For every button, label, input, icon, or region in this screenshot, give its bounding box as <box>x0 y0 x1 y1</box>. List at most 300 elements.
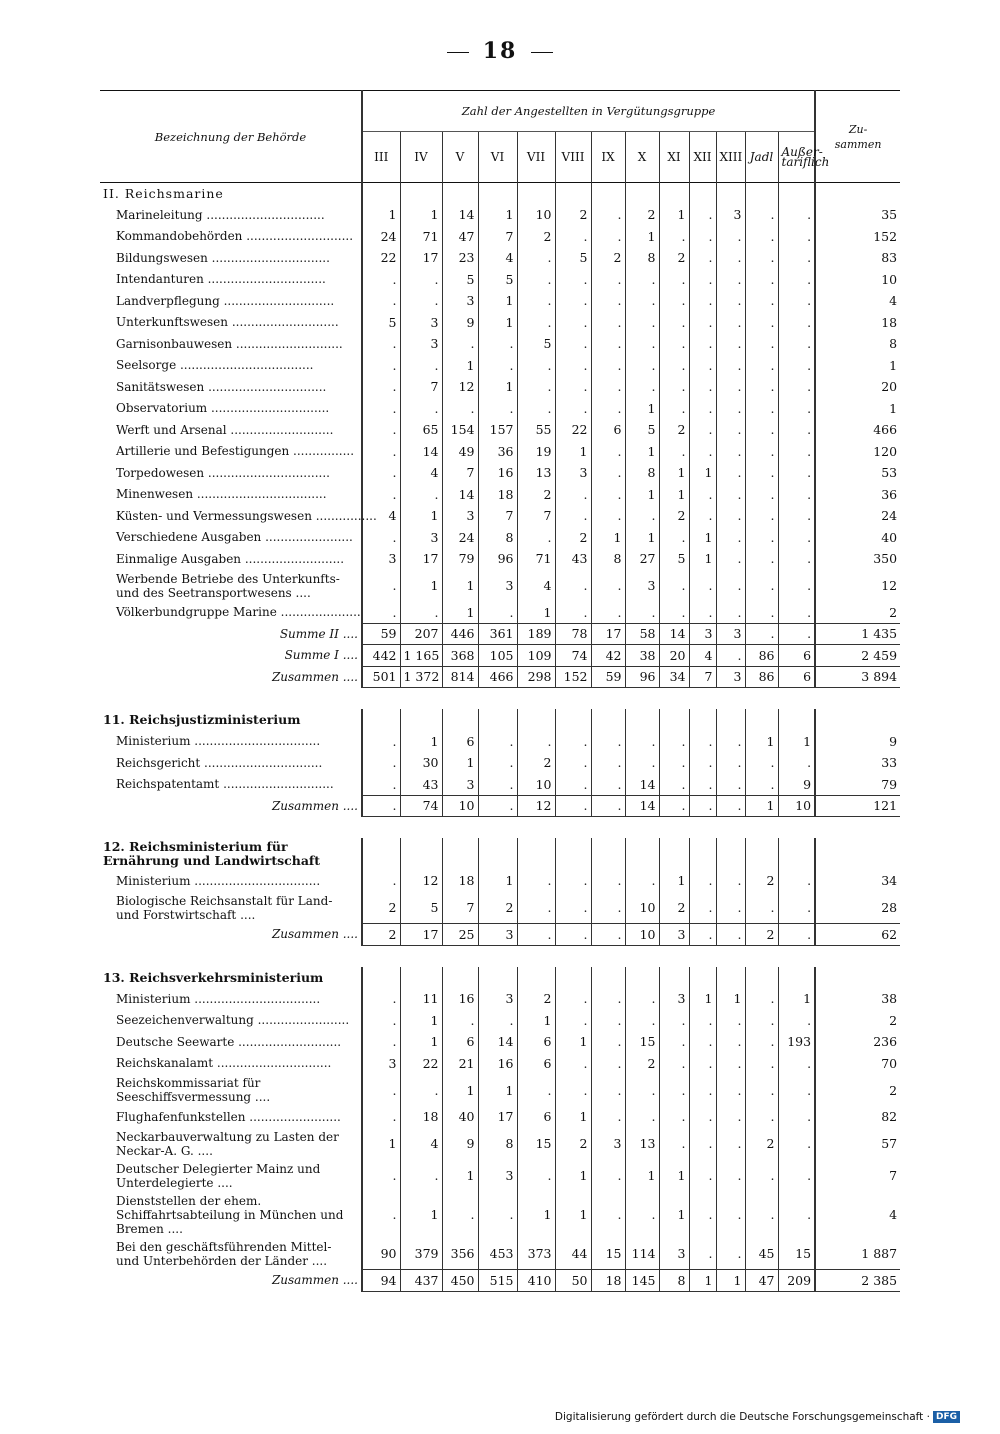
table-row <box>100 1053 900 1075</box>
value-cell: 2 <box>659 892 689 924</box>
value-cell: . <box>362 795 400 817</box>
value-cell: 1 <box>362 1128 400 1160</box>
value-cell: . <box>745 623 778 645</box>
value-cell: . <box>716 1160 745 1192</box>
total-cell <box>815 838 900 870</box>
table-row <box>100 752 900 774</box>
value-cell <box>591 709 625 731</box>
value-cell: . <box>778 548 815 570</box>
value-cell: 6 <box>778 666 815 688</box>
value-cell: 24 <box>442 527 478 549</box>
value-cell: . <box>745 441 778 463</box>
value-cell: 96 <box>478 548 517 570</box>
value-cell: . <box>778 1074 815 1106</box>
group-header-0: III <box>362 132 400 183</box>
table-row <box>100 226 900 248</box>
value-cell: 78 <box>555 623 591 645</box>
table-body <box>100 183 900 1292</box>
value-cell: 2 <box>625 1053 659 1075</box>
value-cell: 1 <box>400 570 442 602</box>
value-cell <box>478 183 517 205</box>
value-cell: . <box>689 795 716 817</box>
value-cell: 8 <box>659 1270 689 1292</box>
value-cell: 1 <box>442 752 478 774</box>
value-cell: . <box>716 484 745 506</box>
value-cell: . <box>517 731 555 753</box>
value-cell: . <box>555 290 591 312</box>
value-cell: . <box>716 441 745 463</box>
group-header-1: IV <box>400 132 442 183</box>
sub-title-row <box>100 183 900 205</box>
value-cell: . <box>517 398 555 420</box>
value-cell: 50 <box>555 1270 591 1292</box>
total-cell: 57 <box>815 1128 900 1160</box>
value-cell: . <box>591 1010 625 1032</box>
total-cell: 236 <box>815 1031 900 1053</box>
value-cell: 4 <box>478 247 517 269</box>
value-cell: . <box>716 290 745 312</box>
value-cell: 5 <box>517 333 555 355</box>
table-row <box>100 505 900 527</box>
value-cell: . <box>517 527 555 549</box>
value-cell <box>659 967 689 989</box>
total-row <box>100 1270 900 1292</box>
value-cell: 9 <box>442 312 478 334</box>
value-cell: 5 <box>442 269 478 291</box>
row-label: Intendanturen ............................... <box>116 272 326 287</box>
total-cell: 24 <box>815 505 900 527</box>
value-cell: 10 <box>778 795 815 817</box>
value-cell: . <box>778 441 815 463</box>
statistics-table <box>100 90 900 1292</box>
row-label: Reichspatentamt ............................. <box>116 777 334 792</box>
value-cell: . <box>778 1010 815 1032</box>
table-row <box>100 570 900 602</box>
value-cell: . <box>517 355 555 377</box>
total-column-header-text: Zu- sammen <box>834 122 882 151</box>
total-cell: 466 <box>815 419 900 441</box>
value-cell: 17 <box>400 924 442 946</box>
value-cell: 4 <box>689 645 716 667</box>
value-cell: . <box>591 774 625 796</box>
total-cell: 9 <box>815 731 900 753</box>
value-cell: 1 <box>555 1106 591 1128</box>
value-cell: . <box>591 870 625 892</box>
value-cell: . <box>716 462 745 484</box>
row-label: Reichsgericht ............................... <box>116 755 323 770</box>
value-cell: . <box>716 333 745 355</box>
value-cell: 15 <box>517 1128 555 1160</box>
value-cell: . <box>591 988 625 1010</box>
value-cell: 3 <box>716 623 745 645</box>
value-cell: 1 <box>362 204 400 226</box>
value-cell: 22 <box>362 247 400 269</box>
value-cell: . <box>591 355 625 377</box>
value-cell: . <box>689 752 716 774</box>
value-cell: . <box>689 774 716 796</box>
table-row <box>100 398 900 420</box>
value-cell: 2 <box>517 752 555 774</box>
value-cell <box>517 967 555 989</box>
value-cell: 1 <box>555 1031 591 1053</box>
row-label: Ministerium ................................. <box>116 873 321 888</box>
value-cell: 86 <box>745 666 778 688</box>
table-row <box>100 1128 900 1160</box>
value-cell: . <box>745 1160 778 1192</box>
value-cell: 9 <box>442 1128 478 1160</box>
value-cell: . <box>591 924 625 946</box>
value-cell: . <box>591 1192 625 1238</box>
value-cell: 25 <box>442 924 478 946</box>
value-cell: 22 <box>400 1053 442 1075</box>
row-label: Reichskanalamt .............................. <box>116 1056 332 1071</box>
row-label: Werbende Betriebe des Unterkunfts- und des Seetransportwesens .... <box>116 571 340 600</box>
value-cell: 3 <box>442 774 478 796</box>
value-cell: . <box>591 226 625 248</box>
total-cell: 2 <box>815 1010 900 1032</box>
value-cell: 45 <box>745 1238 778 1270</box>
value-cell: 6 <box>591 419 625 441</box>
value-cell: . <box>716 398 745 420</box>
value-cell <box>625 183 659 205</box>
value-cell: 3 <box>400 333 442 355</box>
value-cell: . <box>625 752 659 774</box>
value-cell: 3 <box>400 312 442 334</box>
value-cell: 1 <box>400 731 442 753</box>
value-cell: 1 <box>478 870 517 892</box>
row-label: Unterkunftswesen ............................ <box>116 315 339 330</box>
value-cell: . <box>555 570 591 602</box>
value-cell: 1 <box>555 1160 591 1192</box>
value-cell: . <box>362 376 400 398</box>
value-cell: 7 <box>442 892 478 924</box>
row-label: Observatorium ............................... <box>116 401 330 416</box>
value-cell: . <box>689 870 716 892</box>
value-cell: . <box>778 398 815 420</box>
value-cell: . <box>591 441 625 463</box>
row-label: Bildungswesen ............................... <box>116 250 330 265</box>
value-cell: . <box>778 602 815 624</box>
row-label: 11. Reichsjustizministerium <box>103 712 301 728</box>
value-cell: 2 <box>362 892 400 924</box>
value-cell: . <box>362 269 400 291</box>
value-cell: . <box>625 333 659 355</box>
value-cell: . <box>716 1031 745 1053</box>
value-cell: . <box>442 398 478 420</box>
value-cell: . <box>778 752 815 774</box>
value-cell <box>689 709 716 731</box>
value-cell: 453 <box>478 1238 517 1270</box>
value-cell: 157 <box>478 419 517 441</box>
footer-credit-text: Digitalisierung gefördert durch die Deutsche Forschungsgemeinschaft · <box>554 1411 930 1423</box>
value-cell <box>716 183 745 205</box>
value-cell: . <box>659 269 689 291</box>
value-cell: 1 <box>442 602 478 624</box>
value-cell: 2 <box>555 204 591 226</box>
value-cell: 3 <box>659 988 689 1010</box>
value-cell: . <box>362 441 400 463</box>
value-cell: 86 <box>745 645 778 667</box>
value-cell: . <box>716 1192 745 1238</box>
value-cell: 2 <box>659 247 689 269</box>
value-cell: 20 <box>659 645 689 667</box>
value-cell: . <box>555 398 591 420</box>
value-cell: 1 <box>442 570 478 602</box>
value-cell: . <box>625 355 659 377</box>
value-cell: . <box>362 602 400 624</box>
value-cell: 4 <box>517 570 555 602</box>
value-cell: . <box>517 924 555 946</box>
value-cell: 1 <box>689 548 716 570</box>
value-cell: 154 <box>442 419 478 441</box>
value-cell: 1 <box>659 870 689 892</box>
value-cell: 3 <box>478 570 517 602</box>
value-cell <box>442 838 478 870</box>
value-cell: . <box>659 1010 689 1032</box>
spacer-row <box>100 945 900 967</box>
value-cell: 1 <box>625 441 659 463</box>
value-cell: 1 <box>689 462 716 484</box>
value-cell: 49 <box>442 441 478 463</box>
row-label: Artillerie und Befestigungen ................ <box>116 444 355 459</box>
value-cell: 14 <box>625 795 659 817</box>
value-cell: . <box>689 1106 716 1128</box>
value-cell: 8 <box>625 462 659 484</box>
value-cell: . <box>716 226 745 248</box>
row-label: Werft und Arsenal ........................... <box>116 422 334 437</box>
value-cell <box>625 838 659 870</box>
row-label: Sanitätswesen ............................... <box>116 379 327 394</box>
value-cell <box>400 967 442 989</box>
value-cell: . <box>591 752 625 774</box>
value-cell: 6 <box>517 1031 555 1053</box>
value-cell: . <box>625 731 659 753</box>
value-cell: . <box>478 355 517 377</box>
value-cell: . <box>778 1128 815 1160</box>
value-cell: 2 <box>362 924 400 946</box>
value-cell: 152 <box>555 666 591 688</box>
value-cell: 814 <box>442 666 478 688</box>
value-cell: . <box>716 645 745 667</box>
value-cell: . <box>745 752 778 774</box>
value-cell: 2 <box>517 226 555 248</box>
value-cell <box>716 709 745 731</box>
value-cell: . <box>716 602 745 624</box>
value-cell: 3 <box>362 1053 400 1075</box>
value-cell: 3 <box>659 924 689 946</box>
value-cell: . <box>745 774 778 796</box>
value-cell: 1 <box>555 1192 591 1238</box>
value-cell: 30 <box>400 752 442 774</box>
value-cell: 3 <box>689 623 716 645</box>
value-cell <box>689 967 716 989</box>
row-label: Reichskommissariat für Seeschiffsvermessung .... <box>116 1076 271 1104</box>
value-cell: 1 <box>400 1192 442 1238</box>
value-cell: . <box>625 1074 659 1106</box>
total-cell: 1 887 <box>815 1238 900 1270</box>
value-cell: . <box>555 602 591 624</box>
value-cell <box>478 709 517 731</box>
total-row <box>100 924 900 946</box>
value-cell: . <box>716 570 745 602</box>
value-cell: . <box>478 1010 517 1032</box>
table-row <box>100 1192 900 1238</box>
value-cell: . <box>716 870 745 892</box>
value-cell: . <box>689 441 716 463</box>
value-cell: . <box>591 484 625 506</box>
total-cell: 7 <box>815 1160 900 1192</box>
value-cell: . <box>689 1031 716 1053</box>
total-cell: 28 <box>815 892 900 924</box>
value-cell: 55 <box>517 419 555 441</box>
value-cell <box>362 183 400 205</box>
value-cell: . <box>591 1053 625 1075</box>
value-cell: . <box>716 1128 745 1160</box>
total-cell: 18 <box>815 312 900 334</box>
value-cell: . <box>689 505 716 527</box>
value-cell: . <box>555 774 591 796</box>
value-cell: . <box>689 226 716 248</box>
value-cell: . <box>778 419 815 441</box>
value-cell: 356 <box>442 1238 478 1270</box>
row-label: Biologische Reichsanstalt für Land- und Forstwirtschaft .... <box>116 893 333 922</box>
value-cell: . <box>362 1192 400 1238</box>
value-cell <box>400 183 442 205</box>
value-cell: 1 <box>400 204 442 226</box>
value-cell: 1 <box>478 204 517 226</box>
total-cell: 2 <box>815 1074 900 1106</box>
value-cell: 2 <box>517 988 555 1010</box>
value-cell: . <box>591 892 625 924</box>
value-cell: 1 372 <box>400 666 442 688</box>
value-cell: . <box>362 398 400 420</box>
total-cell: 35 <box>815 204 900 226</box>
total-cell: 4 <box>815 290 900 312</box>
value-cell: . <box>362 484 400 506</box>
spacer-cell <box>100 817 900 839</box>
value-cell: . <box>778 505 815 527</box>
value-cell <box>745 838 778 870</box>
value-cell: . <box>659 1053 689 1075</box>
value-cell: . <box>716 774 745 796</box>
authority-column-header: Bezeichnung der Behörde <box>154 129 307 144</box>
value-cell: 15 <box>778 1238 815 1270</box>
value-cell: 10 <box>517 204 555 226</box>
table-row <box>100 1010 900 1032</box>
value-cell <box>778 967 815 989</box>
value-cell: . <box>625 988 659 1010</box>
value-cell: 59 <box>591 666 625 688</box>
value-cell: 2 <box>517 484 555 506</box>
value-cell: . <box>591 333 625 355</box>
value-cell <box>555 709 591 731</box>
value-cell: 2 <box>659 505 689 527</box>
value-cell: . <box>716 355 745 377</box>
table-row <box>100 731 900 753</box>
value-cell: . <box>625 870 659 892</box>
value-cell: . <box>555 376 591 398</box>
value-cell: . <box>745 376 778 398</box>
value-cell: . <box>362 731 400 753</box>
value-cell: . <box>745 226 778 248</box>
value-cell: 7 <box>517 505 555 527</box>
value-cell: . <box>400 355 442 377</box>
value-cell: 2 <box>555 1128 591 1160</box>
value-cell: 10 <box>517 774 555 796</box>
value-cell: 1 <box>625 484 659 506</box>
value-cell: 10 <box>625 892 659 924</box>
value-cell: 14 <box>442 204 478 226</box>
value-cell <box>362 709 400 731</box>
value-cell: . <box>362 1106 400 1128</box>
value-cell: 1 <box>400 1031 442 1053</box>
row-label: Deutsche Seewarte ........................... <box>116 1034 342 1049</box>
group-header-3: VI <box>478 132 517 183</box>
value-cell: . <box>517 247 555 269</box>
value-cell: . <box>362 988 400 1010</box>
value-cell: . <box>442 1192 478 1238</box>
value-cell: 5 <box>659 548 689 570</box>
value-cell: . <box>517 312 555 334</box>
value-cell: . <box>478 1192 517 1238</box>
value-cell: 44 <box>555 1238 591 1270</box>
value-cell: . <box>362 527 400 549</box>
value-cell: . <box>555 484 591 506</box>
value-cell: 18 <box>400 1106 442 1128</box>
value-cell: 16 <box>442 988 478 1010</box>
value-cell: . <box>625 602 659 624</box>
value-cell: . <box>716 247 745 269</box>
value-cell: . <box>716 1053 745 1075</box>
total-cell: 3 894 <box>815 666 900 688</box>
table-row <box>100 1238 900 1270</box>
value-cell: . <box>778 312 815 334</box>
value-cell: . <box>689 484 716 506</box>
value-cell: . <box>659 795 689 817</box>
value-cell: . <box>778 1192 815 1238</box>
row-label: Bei den geschäftsführenden Mittel- und Unterbehörden der Länder .... <box>116 1239 332 1268</box>
value-cell: . <box>745 247 778 269</box>
value-cell: 18 <box>442 870 478 892</box>
value-cell: 17 <box>400 548 442 570</box>
value-cell: . <box>400 269 442 291</box>
value-cell: . <box>517 1074 555 1106</box>
value-cell: 3 <box>478 1160 517 1192</box>
value-cell: . <box>555 1010 591 1032</box>
value-cell: . <box>689 290 716 312</box>
value-cell: 71 <box>400 226 442 248</box>
table-row <box>100 376 900 398</box>
value-cell: . <box>689 892 716 924</box>
value-cell: . <box>517 1160 555 1192</box>
total-cell: 40 <box>815 527 900 549</box>
value-cell: . <box>591 795 625 817</box>
value-cell: . <box>362 462 400 484</box>
value-cell: . <box>745 290 778 312</box>
value-cell: . <box>716 752 745 774</box>
value-cell: 19 <box>517 441 555 463</box>
total-cell <box>815 183 900 205</box>
value-cell: 1 <box>716 1270 745 1292</box>
group-header-11: Jadl <box>745 132 778 183</box>
value-cell: 8 <box>478 527 517 549</box>
row-label: Neckarbauverwaltung zu Lasten der Neckar-A. G. .... <box>116 1129 339 1158</box>
value-cell: 8 <box>478 1128 517 1160</box>
value-cell: . <box>478 398 517 420</box>
value-cell: . <box>555 892 591 924</box>
value-cell: . <box>625 312 659 334</box>
salary-group-header: Zahl der Angestellten in Vergütungsgruppe <box>362 91 815 132</box>
